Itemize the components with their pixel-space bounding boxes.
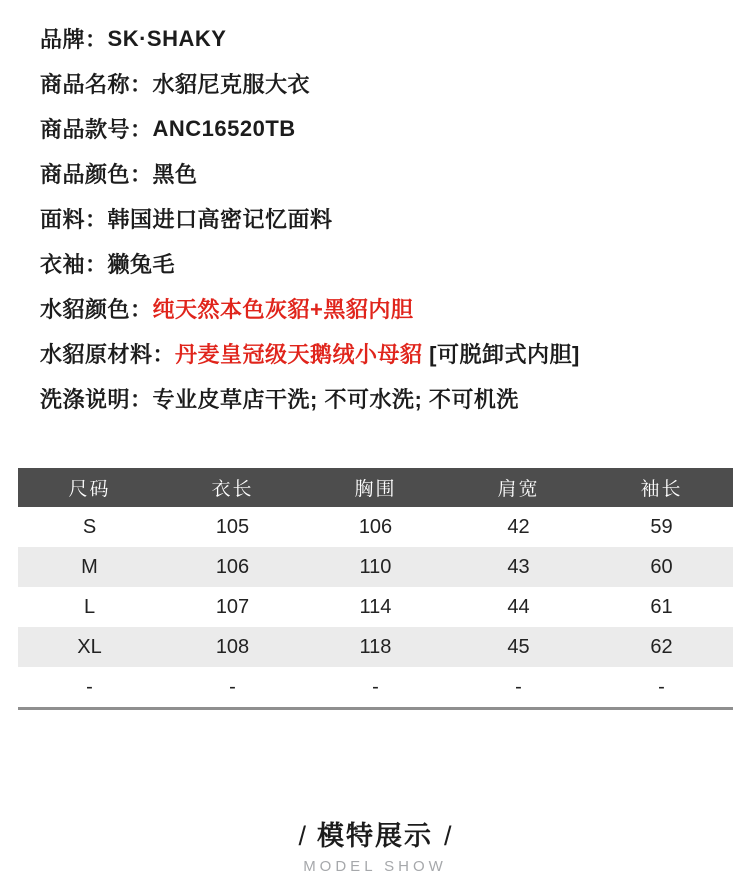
info-value: 专业皮草店干洗; 不可水洗; 不可机洗	[152, 387, 519, 412]
col-header-size: 尺码	[18, 468, 161, 507]
cell: -	[229, 675, 236, 698]
cell: 108	[161, 627, 304, 667]
info-label: 商品款号：	[40, 117, 153, 142]
info-label: 商品颜色：	[40, 162, 153, 187]
table-row-s	[18, 507, 733, 547]
cell: 106	[161, 547, 304, 587]
info-value: 水貂尼克服大衣	[152, 72, 311, 97]
cell: 60	[590, 547, 733, 587]
info-line-model-number	[40, 106, 750, 151]
cell: 43	[447, 547, 590, 587]
info-label: 衣袖：	[40, 252, 108, 277]
table-row-m	[18, 547, 733, 587]
col-header-sleeve: 袖长	[590, 468, 733, 507]
cell: 44	[507, 595, 530, 618]
info-line-mink-color	[40, 286, 750, 331]
cell: -	[515, 675, 522, 698]
info-label: 品牌：	[40, 27, 108, 52]
info-value-red: 丹麦皇冠级天鹅绒小母貂	[175, 342, 423, 367]
cell: 114	[359, 595, 392, 618]
cell: 62	[590, 627, 733, 667]
info-label: 商品名称：	[40, 72, 153, 97]
size-table-header-row	[18, 468, 733, 507]
info-label: 面料：	[40, 207, 108, 232]
info-value: SK·SHAKY	[107, 25, 227, 51]
info-line-washing	[40, 376, 750, 421]
col-header-shoulder: 肩宽	[447, 468, 590, 507]
cell: XL	[18, 627, 161, 667]
info-value: 韩国进口高密记忆面料	[107, 207, 333, 232]
cell: 107	[215, 595, 250, 618]
cell: 45	[447, 627, 590, 667]
cell: 106	[358, 515, 393, 538]
info-line-product-name	[40, 61, 750, 106]
info-value-suffix: [可脱卸式内胆]	[422, 342, 580, 367]
model-show-title-en: MODEL SHOW	[303, 858, 447, 875]
info-line-fabric	[40, 196, 750, 241]
cell: -	[372, 675, 379, 698]
cell: -	[86, 675, 93, 698]
cell: 42	[507, 515, 530, 538]
table-row-empty	[18, 667, 733, 709]
slash-left-decoration: /	[298, 821, 306, 851]
info-label: 水貂颜色：	[40, 297, 153, 322]
cell: 59	[650, 515, 673, 538]
info-value: ANC16520TB	[152, 115, 296, 141]
table-row-xl	[18, 627, 733, 667]
cell: 105	[215, 515, 250, 538]
size-table	[18, 468, 733, 710]
slash-right-decoration: /	[444, 821, 452, 851]
cell: 61	[650, 595, 673, 618]
info-line-brand	[40, 16, 750, 61]
info-line-sleeve	[40, 241, 750, 286]
info-value: 獭兔毛	[107, 252, 176, 277]
cell: -	[658, 675, 665, 698]
cell: M	[18, 547, 161, 587]
table-row-l	[18, 587, 733, 627]
cell: 118	[304, 627, 447, 667]
col-header-length: 衣长	[161, 468, 304, 507]
col-header-bust: 胸围	[304, 468, 447, 507]
cell: L	[83, 595, 96, 618]
info-line-color	[40, 151, 750, 196]
info-label: 水貂原材料：	[40, 342, 176, 367]
product-info-list	[0, 0, 750, 421]
info-value: 黑色	[152, 162, 198, 187]
size-table-header	[18, 468, 733, 507]
info-line-mink-material	[40, 331, 750, 376]
cell: S	[82, 515, 97, 538]
cell: 110	[304, 547, 447, 587]
model-show-title-cn	[0, 820, 750, 853]
info-value-red: 纯天然本色灰貂+黑貂内胆	[152, 297, 414, 322]
model-show-section	[0, 820, 750, 875]
model-show-title-text: 模特展示	[317, 821, 433, 851]
info-label: 洗涤说明：	[40, 387, 153, 412]
size-table-body	[18, 507, 733, 709]
